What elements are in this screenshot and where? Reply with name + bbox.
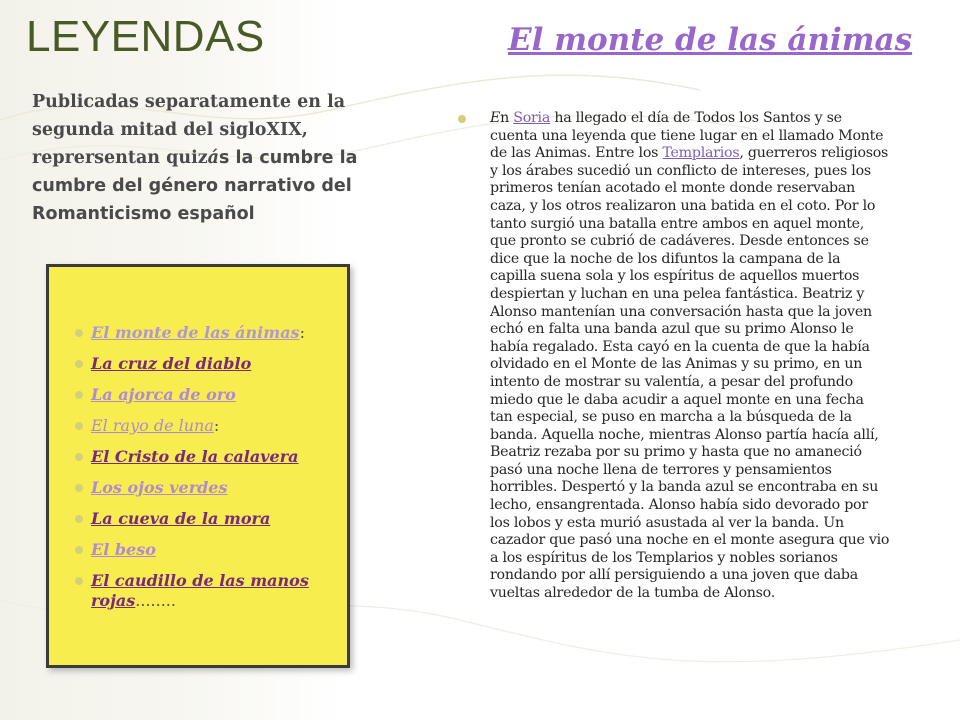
intro-text — [32, 88, 402, 228]
story-text-1: n — [500, 110, 514, 126]
intro-part3: s la cumbre la cumbre del género narrativo del Romanticismo español — [32, 148, 358, 224]
bullet-icon — [75, 422, 83, 430]
intro-part2: á — [207, 148, 220, 168]
legend-link-rayo[interactable]: El rayo de luna — [91, 416, 214, 435]
legend-link-caudillo[interactable]: El caudillo de las manos rojas — [91, 571, 309, 610]
templarios-link[interactable]: Templarios — [662, 145, 740, 162]
page-title: LEYENDAS — [26, 12, 265, 61]
list-item — [75, 571, 347, 611]
bullet-icon — [75, 360, 83, 368]
list-item — [75, 509, 347, 529]
legend-title-link[interactable]: El monte de las ánimas — [508, 22, 913, 58]
bullet-icon — [75, 577, 83, 585]
bullet-icon — [75, 484, 83, 492]
list-item — [75, 478, 347, 498]
story-paragraph — [490, 110, 890, 603]
list-item — [75, 354, 347, 374]
list-item — [75, 447, 347, 467]
intro-part1: Publicadas separatamente en la segunda mitad del sigloXIX, reprersentan quiz — [32, 92, 346, 168]
legend-suffix: : — [213, 416, 220, 435]
story-first-letter: E — [490, 110, 501, 126]
story-summary — [470, 110, 890, 603]
legend-link-beso[interactable]: El beso — [91, 540, 156, 559]
list-item — [75, 385, 347, 405]
legend-suffix: ........ — [135, 591, 176, 610]
bullet-icon — [75, 391, 83, 399]
bullet-icon — [458, 115, 466, 123]
list-item — [75, 416, 347, 436]
legend-link-cruz[interactable]: La cruz del diablo — [91, 354, 252, 373]
bullet-icon — [75, 546, 83, 554]
list-item — [75, 323, 347, 343]
story-text-3: , guerreros religiosos y los árabes sucedió un conflicto de intereses, pues los primeros tenían acotado el monte donde reservaban caza, y los otros realizaron una batida en el coto. Por lo tanto surgió una batalla entre ambos en aquel monte, que pronto se cubrió de cadáveres. Desde entonces se dice que la noche de los difuntos la campana de la capilla suena sola y los espíritus de aquellos muertos despiertan y luchan en una pelea fantástica. Beatriz y Alonso mantenían una conversación hasta que la joven echó en falta una banda azul que su primo Alonso le había regalado. Esta cayó en la cuenta de que la había olvidado en el Monte de las Animas y su primo, en un intento de mostrar su valentía, a pesar del profundo miedo que le daba acudir a aquel monte en una fecha tan especial, se puso en marcha a la búsqueda de la banda. Aquella noche, mientras Alonso partía hacía allí, Beatriz rezaba por su primo y hasta que no amaneció pasó una noche llena de terrores y pensamientos horribles. Despertó y la banda azul se encontraba en su lecho, ensangrentada. Alonso había sido devorado por los lobos y esta murió asustada al ver la banda. Un cazador que pasó una noche en el monte asegura que vio a los espíritus de los Templarios y nobles sorianos rondando por allí persiguiendo a una joven que daba vueltas alrededor de la tumba de Alonso. — [490, 145, 890, 602]
soria-link[interactable]: Soria — [513, 110, 551, 126]
bullet-icon — [75, 329, 83, 337]
legend-link-monte[interactable]: El monte de las ánimas — [91, 323, 300, 342]
legend-suffix: : — [299, 323, 305, 342]
legend-link-ojos[interactable]: Los ojos verdes — [91, 478, 228, 497]
list-item — [75, 540, 347, 560]
story-text-2: ha llegado el día de Todos los Santos y se cuenta una leyenda que tiene lugar en el llamado Monte de las Animas. Entre los — [490, 110, 884, 162]
bullet-icon — [75, 515, 83, 523]
legends-list-box — [46, 264, 350, 668]
bullet-icon — [75, 453, 83, 461]
legend-link-cueva[interactable]: La cueva de la mora — [91, 509, 271, 528]
legend-link-cristo[interactable]: El Cristo de la calavera — [91, 447, 299, 466]
legend-link-ajorca[interactable]: La ajorca de oro — [91, 385, 236, 404]
legends-list — [49, 267, 347, 611]
